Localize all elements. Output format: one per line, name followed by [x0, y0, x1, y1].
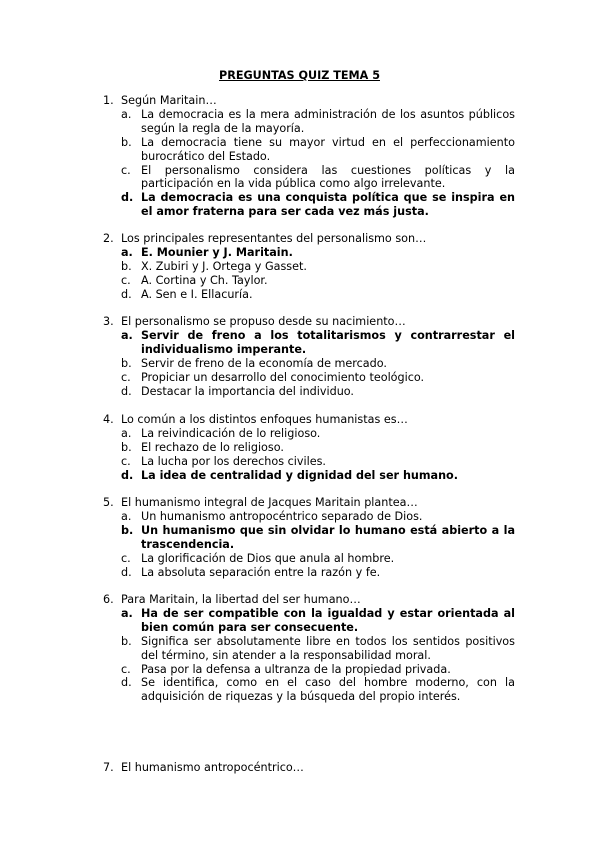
option-letter: c. — [121, 273, 131, 287]
option — [103, 663, 515, 677]
option-text: Pasa por la defensa a ultranza de la propiedad privada. — [141, 662, 451, 676]
option — [103, 136, 515, 164]
option-letter: b. — [121, 356, 132, 370]
option — [103, 274, 515, 288]
document-title: PREGUNTAS QUIZ TEMA 5 — [219, 69, 380, 82]
option-letter: a. — [121, 107, 132, 121]
option-letter: c. — [121, 370, 131, 384]
option-letter: b. — [121, 135, 132, 149]
question-number: 2. — [103, 232, 114, 245]
question-2 — [103, 232, 515, 302]
question-text — [103, 593, 515, 607]
option-correct — [103, 191, 515, 219]
option-text: A. Sen e I. Ellacuría. — [141, 287, 253, 301]
option-letter: c. — [121, 551, 131, 565]
option-letter: d. — [121, 676, 132, 690]
question-text — [103, 413, 515, 427]
option — [103, 260, 515, 274]
option-text: A. Cortina y Ch. Taylor. — [141, 273, 268, 287]
option-text: El rechazo de lo religioso. — [141, 440, 284, 454]
option-correct — [103, 607, 515, 635]
option-letter: c. — [121, 163, 131, 177]
option — [103, 552, 515, 566]
option-letter: d. — [121, 191, 134, 205]
option-text: La lucha por los derechos civiles. — [141, 454, 326, 468]
question-number: 1. — [103, 94, 114, 107]
option-letter: c. — [121, 662, 131, 676]
option — [103, 635, 515, 663]
question-6 — [103, 593, 515, 704]
option-text: La reivindicación de lo religioso. — [141, 426, 321, 440]
option — [103, 566, 515, 580]
question-stem: Lo común a los distintos enfoques humanistas es… — [121, 413, 408, 426]
option — [103, 427, 515, 441]
question-3 — [103, 315, 515, 398]
option — [103, 441, 515, 455]
question-number: 3. — [103, 315, 114, 328]
question-number: 4. — [103, 413, 114, 426]
option-letter: a. — [121, 426, 132, 440]
option-letter: a. — [121, 328, 133, 342]
option-letter: a. — [121, 509, 132, 523]
option-text: La absoluta separación entre la razón y fe. — [141, 565, 381, 579]
option — [103, 385, 515, 399]
question-stem: El personalismo se propuso desde su nacimiento… — [121, 315, 406, 328]
option-letter: d. — [121, 468, 134, 482]
option-text: Servir de freno de la economía de mercado. — [141, 356, 387, 370]
option-text: La idea de centralidad y dignidad del ser humano. — [141, 468, 458, 482]
option — [103, 164, 515, 192]
option-text: El personalismo considera las cuestiones políticas y la participación en la vida pública como algo irrelevante. — [141, 163, 515, 191]
option — [103, 288, 515, 302]
option-text: Propiciar un desarrollo del conocimiento teológico. — [141, 370, 425, 384]
option — [103, 371, 515, 385]
option-letter: a. — [121, 606, 133, 620]
question-text — [103, 94, 515, 108]
option-letter: c. — [121, 454, 131, 468]
option-text: Servir de freno a los totalitarismos y contrarrestar el individualismo imperante. — [141, 328, 515, 356]
question-text — [103, 761, 515, 775]
option-letter: b. — [121, 634, 132, 648]
option-letter: b. — [121, 440, 132, 454]
option — [103, 357, 515, 371]
option-letter: d. — [121, 287, 132, 301]
option-letter: d. — [121, 565, 132, 579]
option-text: La democracia es una conquista política que se inspira en el amor fraterna para ser cada vez más justa. — [141, 191, 515, 219]
option-correct — [103, 469, 515, 483]
option-correct — [103, 329, 515, 357]
option-text: Un humanismo que sin olvidar lo humano está abierto a la trascendencia. — [141, 523, 515, 551]
question-number: 6. — [103, 593, 114, 606]
option-letter: d. — [121, 384, 132, 398]
question-stem: El humanismo integral de Jacques Maritain plantea… — [121, 496, 418, 509]
option — [103, 108, 515, 136]
question-text — [103, 315, 515, 329]
option-text: Significa ser absolutamente libre en todos los sentidos positivos del término, sin atender a la responsabilidad moral. — [141, 634, 515, 662]
question-4 — [103, 413, 515, 483]
question-1 — [103, 94, 515, 219]
question-number: 7. — [103, 761, 114, 774]
question-7 — [103, 761, 515, 775]
question-stem: Los principales representantes del personalismo son… — [121, 232, 427, 245]
question-text — [103, 232, 515, 246]
option-correct — [103, 246, 515, 260]
option-text: E. Mounier y J. Maritain. — [141, 245, 293, 259]
option-letter: a. — [121, 245, 133, 259]
option-text: X. Zubiri y J. Ortega y Gasset. — [141, 259, 307, 273]
option — [103, 510, 515, 524]
question-stem: Según Maritain… — [121, 94, 217, 107]
option-text: Ha de ser compatible con la igualdad y estar orientada al bien común para ser consecuente. — [141, 606, 515, 634]
option-text: Se identifica, como en el caso del hombre moderno, con la adquisición de riquezas y la búsqueda del propio interés. — [141, 676, 515, 704]
option — [103, 676, 515, 704]
option-text: Un humanismo antropocéntrico separado de Dios. — [141, 509, 423, 523]
option-letter: b. — [121, 523, 134, 537]
option-text: La democracia tiene su mayor virtud en el perfeccionamiento burocrático del Estado. — [141, 135, 515, 163]
question-5 — [103, 496, 515, 579]
option-letter: b. — [121, 259, 132, 273]
question-text — [103, 496, 515, 510]
option-text: Destacar la importancia del individuo. — [141, 384, 354, 398]
question-number: 5. — [103, 496, 114, 509]
option-text: La glorificación de Dios que anula al hombre. — [141, 551, 395, 565]
option-correct — [103, 524, 515, 552]
question-stem: El humanismo antropocéntrico… — [121, 761, 304, 774]
option — [103, 455, 515, 469]
option-text: La democracia es la mera administración de los asuntos públicos según la regla de la mayoría. — [141, 107, 515, 135]
question-stem: Para Maritain, la libertad del ser humano… — [121, 593, 361, 606]
